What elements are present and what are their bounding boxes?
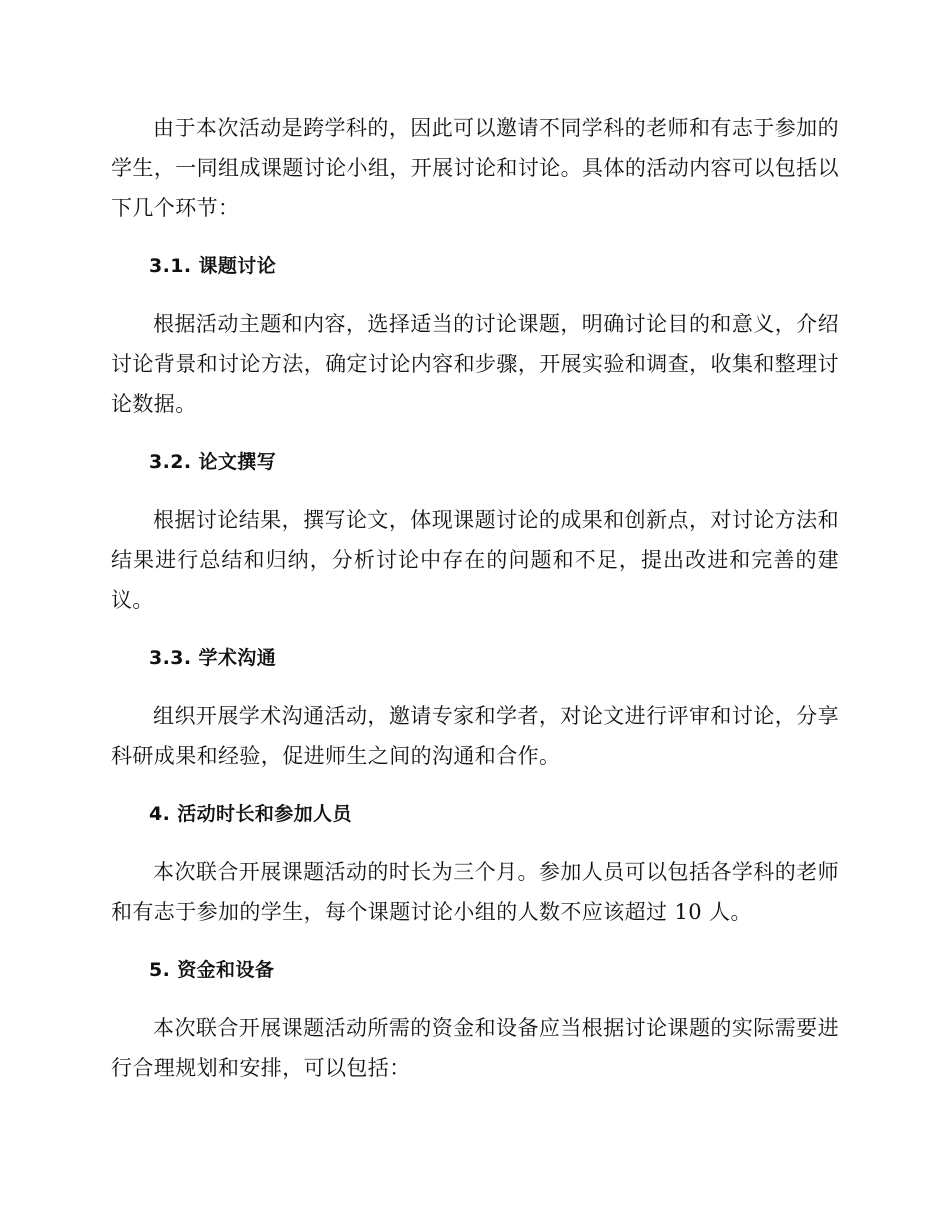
section-body-3-2: 根据讨论结果，撰写论文，体现课题讨论的成果和创新点，对讨论方法和结果进行总结和归纳，分析讨论中存在的问题和不足，提出改进和完善的建议。 bbox=[111, 508, 839, 612]
section-body-3-1: 根据活动主题和内容，选择适当的讨论课题，明确讨论目的和意义，介绍讨论背景和讨论方法，确定讨论内容和步骤，开展实验和调查，收集和整理讨论数据。 bbox=[111, 312, 839, 416]
section-body-3-3: 组织开展学术沟通活动，邀请专家和学者，对论文进行评审和讨论，分享科研成果和经验，促进师生之间的沟通和合作。 bbox=[111, 704, 839, 768]
document-page bbox=[111, 108, 839, 1106]
section-body-4: 本次联合开展课题活动的时长为三个月。参加人员可以包括各学科的老师和有志于参加的学生，每个课题讨论小组的人数不应该超过 10 人。 bbox=[111, 860, 839, 924]
section-heading-3-2: 3.2. 论文撰写 bbox=[149, 451, 277, 473]
section-heading-3-1: 3.1. 课题讨论 bbox=[149, 255, 277, 277]
section-heading-3-3: 3.3. 学术沟通 bbox=[149, 647, 277, 669]
section-heading-5: 5. 资金和设备 bbox=[149, 959, 275, 981]
section-body-5: 本次联合开展课题活动所需的资金和设备应当根据讨论课题的实际需要进行合理规划和安排，可以包括： bbox=[111, 1016, 839, 1080]
section-heading-4: 4. 活动时长和参加人员 bbox=[149, 803, 352, 825]
intro-paragraph: 由于本次活动是跨学科的，因此可以邀请不同学科的老师和有志于参加的学生，一同组成课题讨论小组，开展讨论和讨论。具体的活动内容可以包括以下几个环节： bbox=[111, 116, 839, 220]
